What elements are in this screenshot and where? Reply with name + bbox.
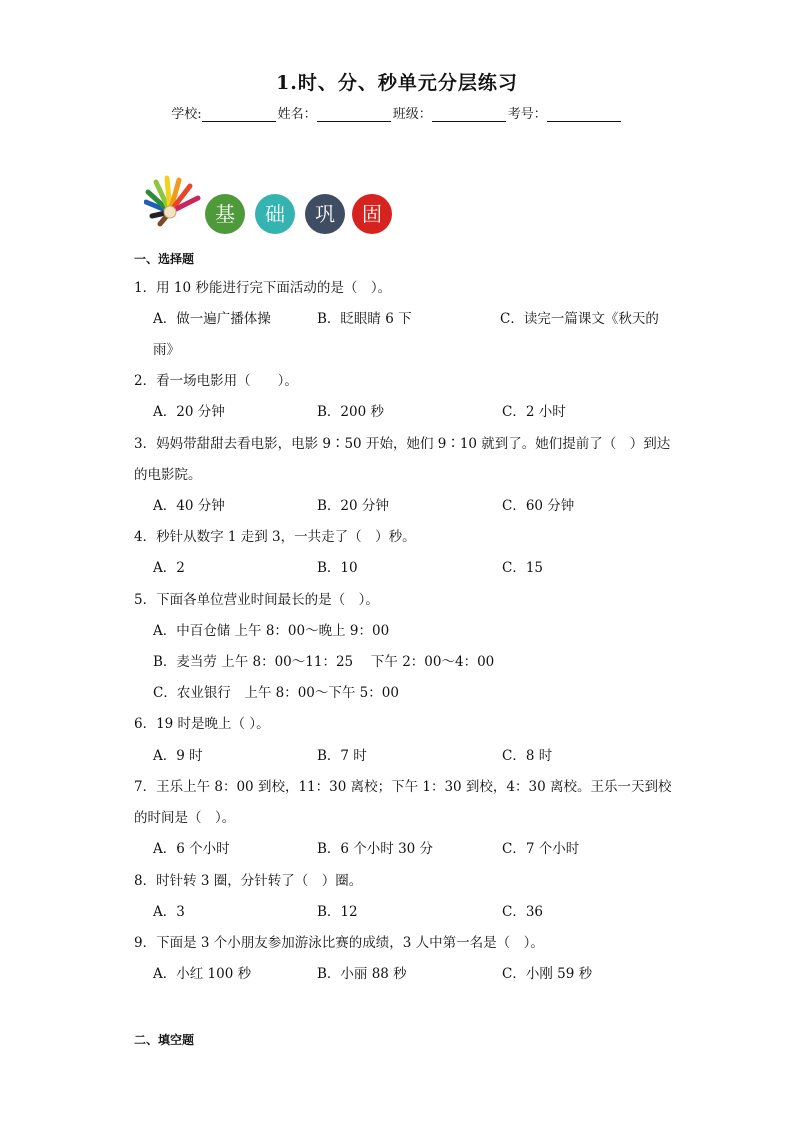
q4-option-a: A．2 (153, 560, 185, 576)
q8-option-c: C．36 (502, 904, 544, 920)
q9-option-c: C．小刚 59 秒 (502, 966, 593, 982)
badge-gu: 固 (352, 194, 392, 234)
q1-option-b: B．眨眼睛 6 下 (317, 311, 412, 327)
badge-gong: 巩 (305, 194, 345, 234)
q5-option-c: C．农业银行 上午 8：00～下午 5：00 (153, 685, 399, 701)
q2-option-b: B．200 秒 (317, 404, 384, 420)
name-blank (317, 108, 391, 122)
color-pencils-icon (144, 172, 204, 232)
name-label: 姓名： (277, 107, 317, 122)
student-info-line (0, 103, 794, 122)
q6-option-a: A．9 时 (153, 748, 203, 764)
q1-option-c: C．读完一篇课文《秋天的 (500, 311, 659, 327)
page-title: 1.时、分、秒单元分层练习 (276, 72, 518, 94)
question-5: 5．下面各单位营业时间最长的是（ ）。 (134, 592, 379, 608)
exam-no-blank (547, 108, 621, 122)
q7-option-b: B．6 个小时 30 分 (317, 841, 434, 857)
q4-option-c: C．15 (502, 560, 544, 576)
q2-option-c: C．2 小时 (502, 404, 566, 420)
q2-option-a: A．20 分钟 (153, 404, 225, 420)
badge-ji: 基 (205, 194, 245, 234)
q1-option-c-cont: 雨》 (153, 342, 180, 358)
q4-option-b: B．10 (317, 560, 358, 576)
question-4: 4．秒针从数字 1 走到 3，一共走了（ ）秒。 (134, 529, 416, 545)
section-title-fill: 二、填空题 (134, 1033, 195, 1047)
school-label: 学校: (171, 107, 202, 122)
section-title-choice: 一、选择题 (134, 252, 195, 266)
exam-no-label: 考号： (507, 107, 547, 122)
q7-option-c: C．7 个小时 (502, 841, 580, 857)
q5-option-b: B．麦当劳 上午 8：00～11：25 下午 2：00～4：00 (153, 654, 495, 670)
question-3-cont: 的电影院。 (134, 467, 202, 483)
q7-option-a: A．6 个小时 (153, 841, 230, 857)
class-label: 班级： (392, 107, 432, 122)
question-3: 3．妈妈带甜甜去看电影，电影 9∶50 开始，她们 9∶10 就到了。她们提前了（ ）到达 (134, 436, 671, 452)
q3-option-b: B．20 分钟 (317, 498, 389, 514)
question-7: 7．王乐上午 8：00 到校，11：30 离校；下午 1：30 到校，4：30 离校。王乐一天到校 (134, 779, 672, 795)
question-1: 1．用 10 秒能进行完下面活动的是（ ）。 (134, 280, 392, 296)
q3-option-a: A．40 分钟 (153, 498, 225, 514)
q1-option-a: A．做一遍广播体操 (153, 311, 271, 327)
question-7-cont: 的时间是（ ）。 (134, 810, 236, 826)
q8-option-a: A．3 (153, 904, 185, 920)
school-blank (202, 108, 276, 122)
question-9: 9．下面是 3 个小朋友参加游泳比赛的成绩，3 人中第一名是（ ）。 (134, 935, 544, 951)
q9-option-a: A．小红 100 秒 (153, 966, 252, 982)
q3-option-c: C．60 分钟 (502, 498, 575, 514)
badge-chu: 础 (255, 194, 295, 234)
question-6: 6．19 时是晚上（ ）。 (134, 716, 270, 732)
q6-option-c: C．8 时 (502, 748, 553, 764)
q6-option-b: B．7 时 (317, 748, 367, 764)
q5-option-a: A．中百仓储 上午 8：00～晚上 9：00 (153, 623, 390, 639)
class-blank (432, 108, 506, 122)
q8-option-b: B．12 (317, 904, 358, 920)
level-banner (144, 172, 404, 238)
q9-option-b: B．小丽 88 秒 (317, 966, 407, 982)
question-8: 8．时针转 3 圈，分针转了（ ）圈。 (134, 873, 363, 889)
question-2: 2．看一场电影用（ ）。 (134, 373, 298, 389)
